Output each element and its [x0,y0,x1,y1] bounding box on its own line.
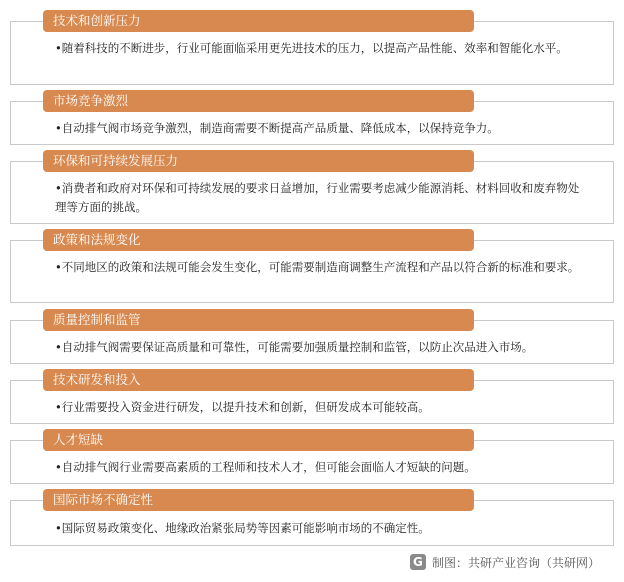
card-title: 质量控制和监管 [43,309,474,331]
challenge-card-market-competition [10,90,614,145]
card-title: 政策和法规变化 [43,229,474,251]
card-text: •行业需要投入资金进行研发，以提升技术和创新，但研发成本可能较高。 [55,400,430,414]
card-title: 环保和可持续发展压力 [43,150,474,172]
card-title: 技术研发和投入 [43,369,474,391]
challenge-card-environment [10,150,614,224]
challenge-card-international [10,489,614,546]
card-title: 技术和创新压力 [43,10,474,32]
card-text: •自动排气阀市场竞争激烈，制造商需要不断提高产品质量、降低成本，以保持竞争力。 [55,121,499,135]
card-title: 市场竞争激烈 [43,90,474,112]
card-text: •自动排气阀需要保证高质量和可靠性，可能需要加强质量控制和监管，以防止次品进入市场。 [55,340,534,354]
challenge-card-rnd [10,369,614,424]
card-text: •消费者和政府对环保和可持续发展的要求日益增加，行业需要考虑减少能源消耗、材料回收和废弃物处理等方面的挑战。 [55,181,580,214]
challenge-card-tech-innovation [10,10,614,85]
gongyan-logo-icon: G [410,554,426,570]
card-text: •不同地区的政策和法规可能会发生变化，可能需要制造商调整生产流程和产品以符合新的标准和要求。 [55,260,580,274]
card-title: 国际市场不确定性 [43,489,474,511]
card-text: •自动排气阀行业需要高素质的工程师和技术人才，但可能会面临人才短缺的问题。 [55,460,476,474]
source-text: 制图：共研产业咨询（共研网） [431,555,600,570]
challenge-card-quality [10,309,614,364]
challenge-card-talent [10,429,614,484]
challenge-card-policy [10,229,614,303]
card-title: 人才短缺 [43,429,474,451]
card-text: •国际贸易政策变化、地缘政治紧张局势等因素可能影响市场的不确定性。 [55,521,430,535]
source-footer [410,552,600,572]
card-text: •随着科技的不断进步，行业可能面临采用更先进技术的压力，以提高产品性能、效率和智能化水平。 [55,41,568,55]
